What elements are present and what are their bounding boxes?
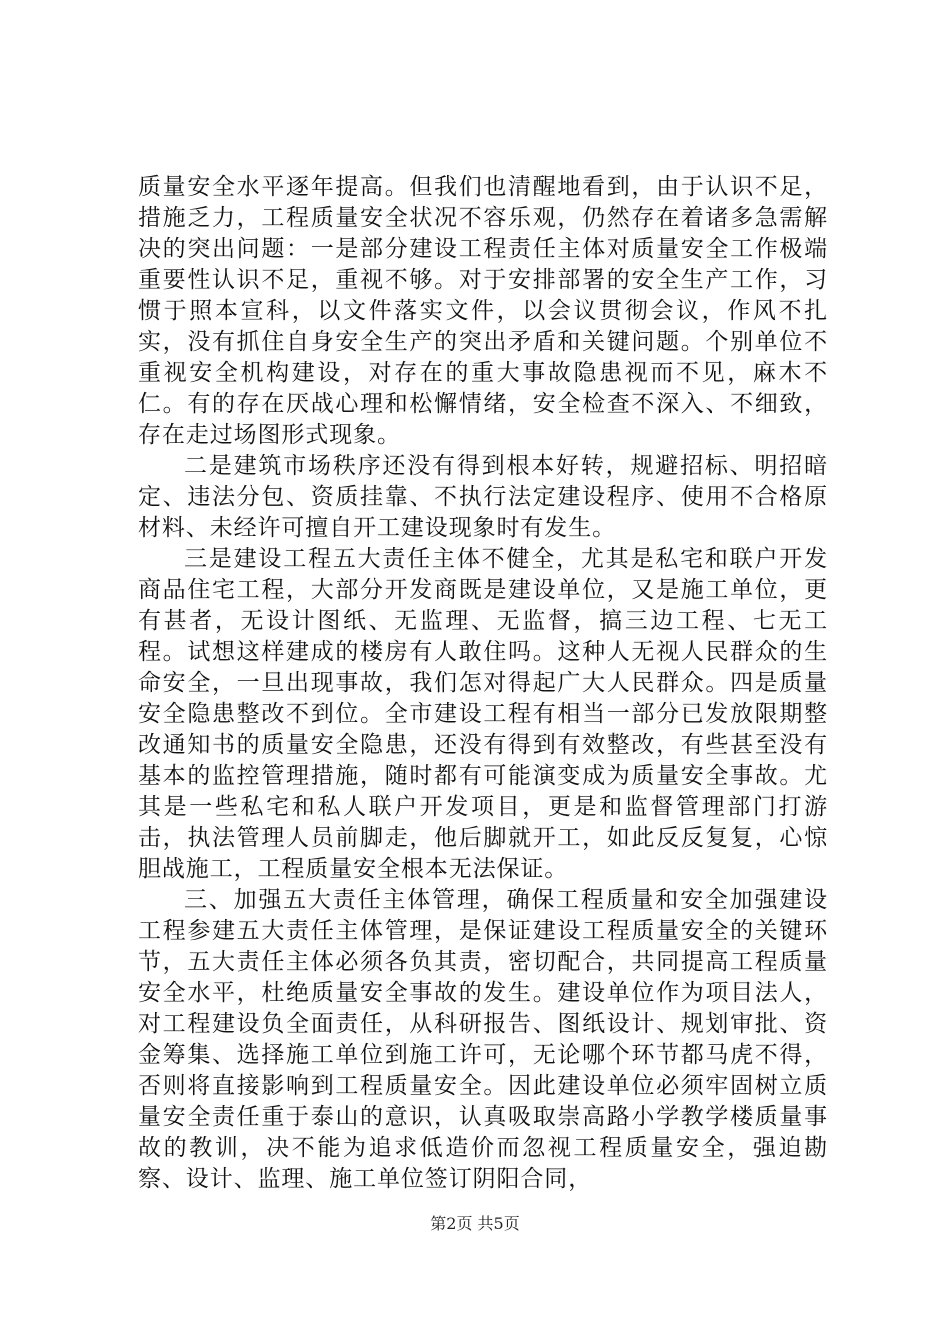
- document-body: [138, 172, 828, 1195]
- paragraph-4: 三、加强五大责任主体管理，确保工程质量和安全加强建设工程参建五大责任主体管理，是保证建设工程质量安全的关键环节，五大责任主体必须各负其责，密切配合，共同提高工程质量安全水平，杜绝质量安全事故的发生。建设单位作为项目法人，对工程建设负全面责任，从科研报告、图纸设计、规划审批、资金筹集、选择施工单位到施工许可，无论哪个环节都马虎不得，否则将直接影响到工程质量安全。因此建设单位必须牢固树立质量安全责任重于泰山的意识，认真吸取崇高路小学教学楼质量事故的教训，决不能为追求低造价而忽视工程质量安全，强迫勘察、设计、监理、施工单位签订阴阳合同，: [138, 887, 828, 1192]
- paragraph-1: 质量安全水平逐年提高。但我们也清醒地看到，由于认识不足，措施乏力，工程质量安全状况不容乐观，仍然存在着诸多急需解决的突出问题：一是部分建设工程责任主体对质量安全工作极端重要性认识不足，重视不够。对于安排部署的安全生产工作，习惯于照本宣科，以文件落实文件，以会议贯彻会议，作风不扎实，没有抓住自身安全生产的突出矛盾和关键问题。个别单位不重视安全机构建设，对存在的重大事故隐患视而不见，麻木不仁。有的存在厌战心理和松懈情绪，安全检查不深入、不细致，存在走过场图形式现象。: [138, 174, 828, 448]
- paragraph-3: 三是建设工程五大责任主体不健全，尤其是私宅和联户开发商品住宅工程，大部分开发商既是建设单位，又是施工单位，更有甚者，无设计图纸、无监理、无监督，搞三边工程、七无工程。试想这样建成的楼房有人敢住吗。这种人无视人民群众的生命安全，一旦出现事故，我们怎对得起广大人民群众。四是质量安全隐患整改不到位。全市建设工程有相当一部分已发放限期整改通知书的质量安全隐患，还没有得到有效整改，有些甚至没有基本的监控管理措施，随时都有可能演变成为质量安全事故。尤其是一些私宅和私人联户开发项目，更是和监督管理部门打游击，执法管理人员前脚走，他后脚就开工，如此反反复复，心惊胆战施工，工程质量安全根本无法保证。: [138, 546, 828, 882]
- page-number-footer: 第2页 共5页: [430, 1214, 520, 1233]
- paragraph-2: 二是建筑市场秩序还没有得到根本好转，规避招标、明招暗定、违法分包、资质挂靠、不执行法定建设程序、使用不合格原材料、未经许可擅自开工建设现象时有发生。: [138, 453, 828, 541]
